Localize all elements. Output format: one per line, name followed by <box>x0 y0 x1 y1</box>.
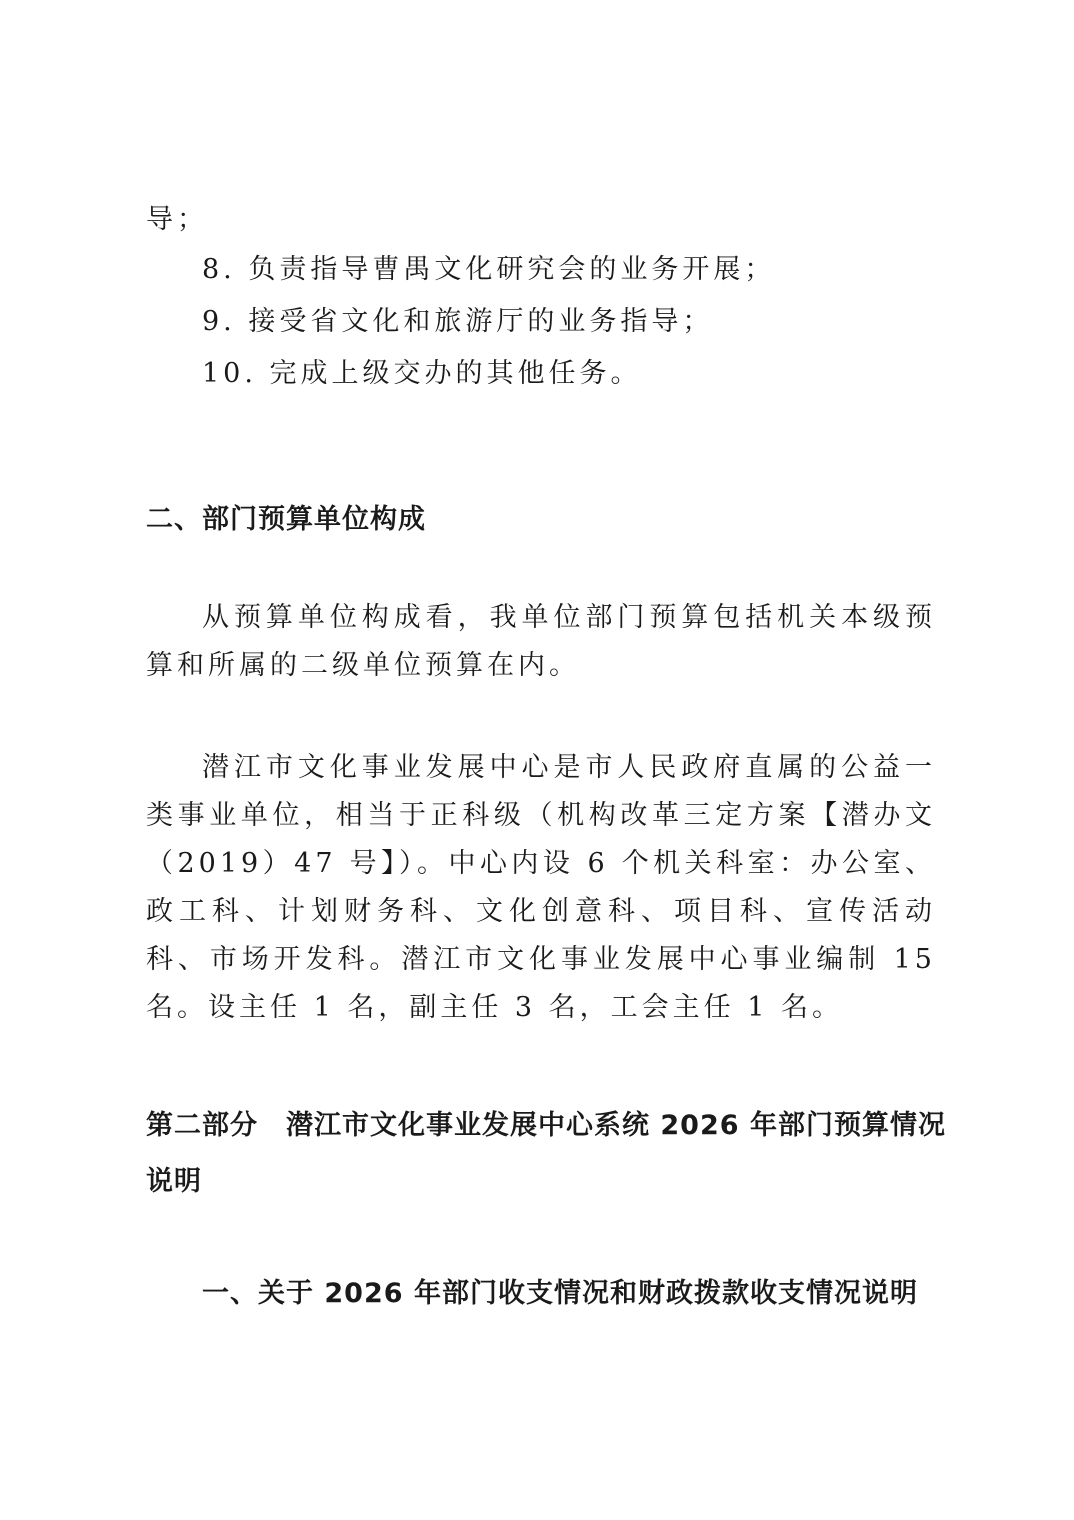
part-two-heading: 第二部分 潜江市文化事业发展中心系统 2026 年部门预算情况说明 <box>146 1110 946 1197</box>
duty-item-10: 10. 完成上级交办的其他任务。 <box>202 358 642 389</box>
section-two-heading: 二、部门预算单位构成 <box>146 504 426 535</box>
subsection-one-heading: 一、关于 2026 年部门收支情况和财政拨款收支情况说明 <box>202 1278 918 1309</box>
continuation-line: 导； <box>146 204 208 235</box>
paragraph-center-intro: 潜江市文化事业发展中心是市人民政府直属的公益一类事业单位，相当于正科级（机构改革三定方案【潜办文（2019）47 号】）。中心内设 6 个机关科室：办公室、政工科、计划财务科、文化创意科、项目科、宣传活动科、市场开发科。潜江市文化事业发展中心事业编制 15 名。设主任 1 名，副主任 3 名，工会主任 1 名。 <box>146 752 936 1023</box>
duty-item-8: 8. 负责指导曹禺文化研究会的业务开展； <box>202 254 776 285</box>
duty-item-9: 9. 接受省文化和旅游厅的业务指导； <box>202 306 714 337</box>
paragraph-budget-units: 从预算单位构成看，我单位部门预算包括机关本级预算和所属的二级单位预算在内。 <box>146 602 936 681</box>
